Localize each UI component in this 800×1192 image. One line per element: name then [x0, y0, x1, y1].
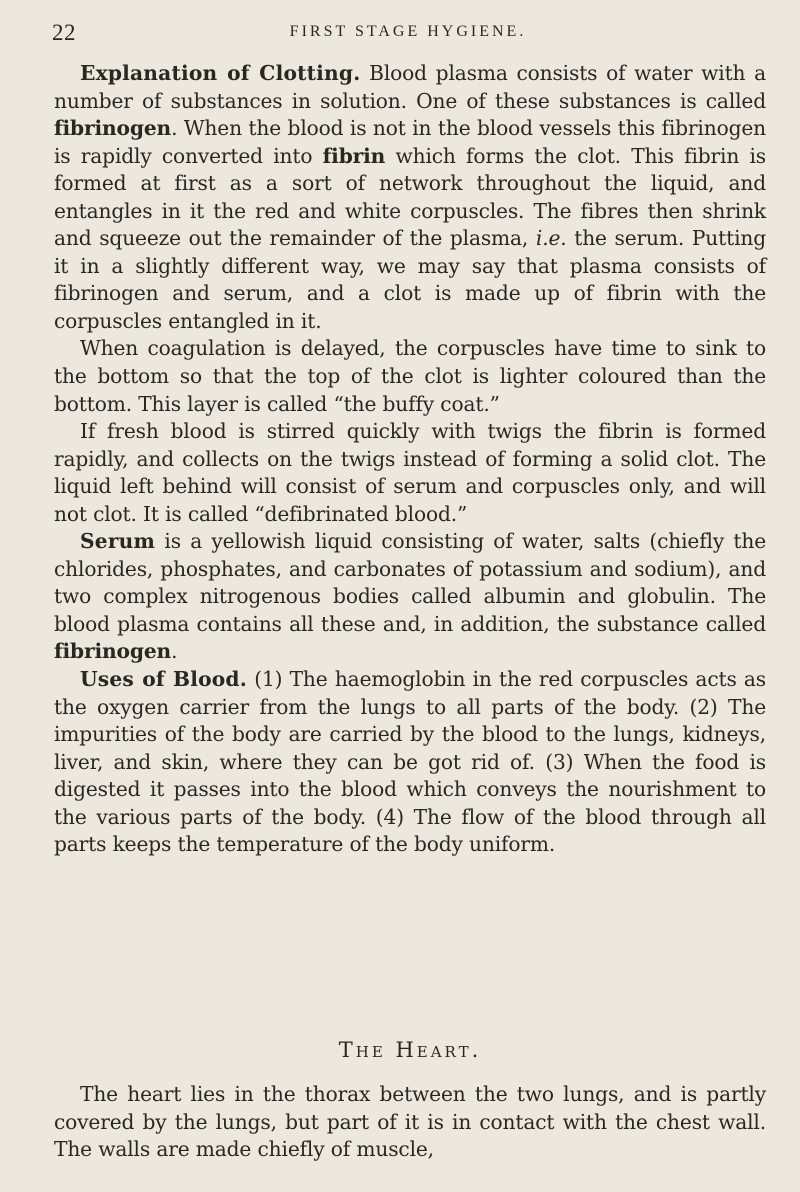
term-fibrinogen: fibrinogen — [54, 639, 172, 664]
running-head — [52, 20, 764, 46]
page-number: 22 — [52, 20, 76, 45]
body-text-continued — [54, 1081, 766, 1164]
paragraph-explanation-of-clotting — [54, 60, 766, 335]
paragraph-uses-of-blood — [54, 666, 766, 859]
body-text — [54, 60, 766, 859]
run-in-heading: Serum — [80, 529, 156, 554]
running-title: FIRST STAGE HYGIENE. — [289, 23, 527, 40]
paragraph-defibrinated-blood: If fresh blood is stirred quickly with twigs the fibrin is formed rapidly, and collects on the twigs instead of forming a solid clot. The liquid left behind will consist of serum and corpuscles only, and will not clot. It is called “defibrinated blood.” — [54, 419, 766, 526]
paragraph-text: the serum. Putting it in a slightly different way, we may say that plasma consists of fibrinogen and serum, and a clot is made up of fibrin with the corpuscles entangled in it. — [54, 226, 766, 333]
term-fibrin: fibrin — [322, 143, 386, 168]
paragraph-text: which forms the clot. This fibrin is formed at first as a sort of network throughout the liquid, and entangles in it the red and white corpuscles. The fibres then shrink and squeeze out the remainder of the plasma, — [54, 143, 767, 251]
abbreviation-ie: i.e. — [535, 226, 567, 251]
section-heading: The Heart. — [338, 1038, 482, 1062]
paragraph-text: . — [171, 639, 178, 664]
paragraph-text: (1) The haemoglobin in the red corpuscles acts as the oxygen carrier from the lungs to all parts of the body. (2) The impurities of the body are carried by the blood to the lungs, kidneys, liver, and skin, where they can be got rid of. (3) When the food is digested it passes into the blood which conveys the nourishment to the various parts of the body. (4) The flow of the blood through all parts keeps the temperature of the body uniform. — [54, 667, 766, 857]
paragraph-text: . When the blood is not in the blood vessels this fibrinogen is rapidly converted into — [54, 116, 766, 168]
paragraph-heart: The heart lies in the thorax between the two lungs, and is partly covered by the lungs, but part of it is in contact with the chest wall. The walls are made chiefly of muscle, — [54, 1082, 766, 1162]
term-fibrinogen: fibrinogen — [54, 116, 172, 141]
run-in-heading: Uses of Blood. — [80, 667, 247, 692]
paragraph-text: is a yellowish liquid consisting of water, salts (chiefly the chlorides, phosphates, and carbonates of potassium and sodium), and two complex nitrogenous bodies called albumin and globulin. The blood plasma contains all these and, in addition, the substance called — [54, 529, 766, 636]
paragraph-buffy-coat: When coagulation is delayed, the corpuscles have time to sink to the bottom so that the top of the clot is lighter coloured than the bottom. This layer is called “the buffy coat.” — [54, 336, 766, 416]
paragraph-text: Blood plasma consists of water with a number of substances in solution. One of these substances is called — [54, 61, 767, 113]
paragraph-serum — [54, 528, 766, 666]
run-in-heading: Explanation of Clotting. — [80, 61, 361, 85]
